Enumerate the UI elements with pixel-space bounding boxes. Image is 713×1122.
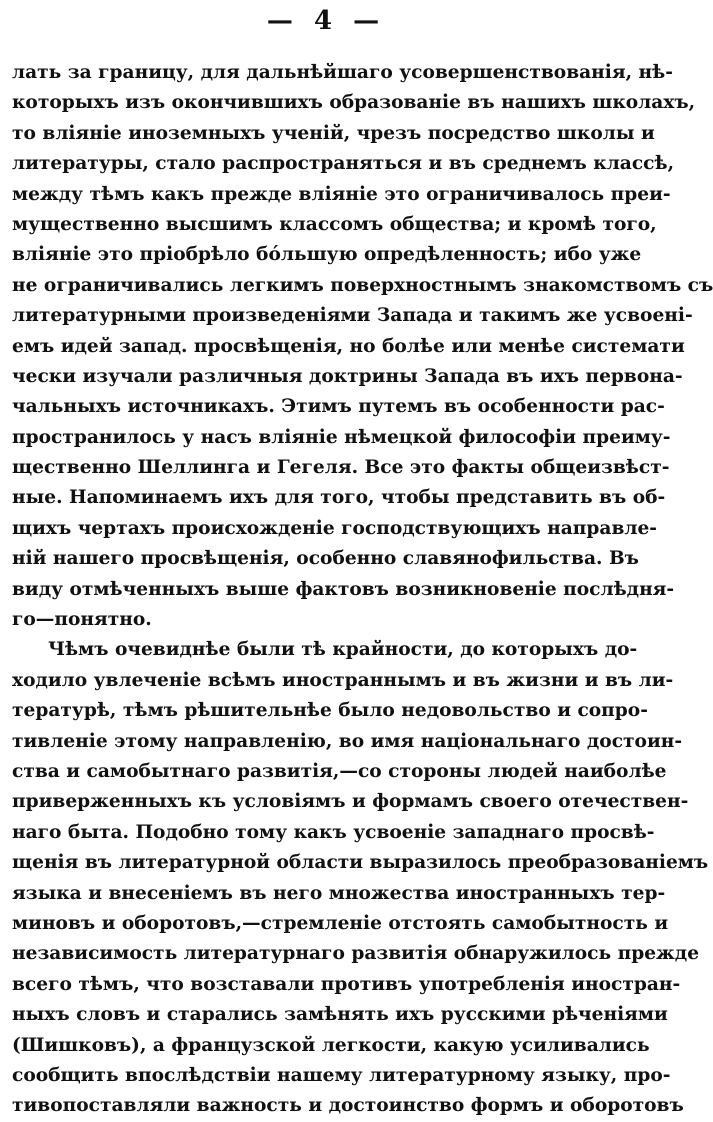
text-line: ній нашего просвѣщенія, особенно славянофильства. Въ [12, 548, 639, 570]
text-line-paragraph-start: Чѣмъ очевиднѣе были тѣ крайности, до которыхъ до- [48, 639, 638, 661]
text-line: всего тѣмъ, что возставали противъ употребленія иностран- [12, 973, 681, 995]
text-line: ныхъ словъ и старались замѣнять ихъ русскими рѣченіями [12, 1004, 668, 1026]
text-line: сообщить впослѣдствіи нашему литературному языку, про- [12, 1064, 671, 1086]
text-line: виду отмѣченныхъ выше фактовъ возникновеніе послѣдня- [12, 578, 675, 600]
page-number: — 4 — [266, 6, 386, 36]
text-line: тивленіе этому направленію, во имя національнаго достоин- [12, 730, 683, 752]
text-line: тивопоставляли важность и достоинство формъ и оборотовъ [12, 1095, 684, 1117]
text-line: литературными произведеніями Запада и такимъ же усвоені- [12, 305, 693, 327]
text-line: которыхъ изъ окончившихъ образованіе въ нашихъ школахъ, [12, 92, 696, 114]
text-line: (Шишковъ), а французской легкости, какую усиливались [12, 1034, 650, 1056]
text-line: независимость литературнаго развитія обнаружилось прежде [12, 943, 700, 965]
text-line: не ограничивались легкимъ поверхностнымъ знакомствомъ съ [12, 274, 713, 296]
text-line: миновъ и оборотовъ,—стремленіе отстоять самобытность и [12, 912, 669, 934]
text-line: щенія въ литературной области выразилось преобразованіемъ [12, 852, 709, 874]
text-line: вліяніе это пріобрѣло бо́льшую опредѣленность; ибо уже [12, 244, 642, 266]
text-line: наго быта. Подобно тому какъ усвоеніе западнаго просвѣ- [12, 821, 655, 843]
text-line: мущественно высшимъ классомъ общества; и кромѣ того, [12, 213, 657, 235]
text-line: то вліяніе иноземныхъ ученій, чрезъ посредство школы и [12, 122, 655, 144]
text-line: щественно Шеллинга и Гегеля. Все это факты общеизвѣст- [12, 457, 670, 479]
text-line-paragraph-end: го—понятно. [12, 609, 152, 631]
text-line: емъ идей запад. просвѣщенія, но болѣе или менѣе системати [12, 335, 685, 357]
text-line: пространилось у насъ вліяніе нѣмецкой философіи преиму- [12, 426, 671, 448]
text-line: ходило увлеченіе всѣмъ иностраннымъ и въ жизни и въ ли- [12, 669, 674, 691]
text-line: чески изучали различныя доктрины Запада въ ихъ первона- [12, 365, 683, 387]
text-line: лать за границу, для дальнѣйшаго усовершенствованія, нѣ- [12, 62, 673, 83]
text-line: чальныхъ источникахъ. Этимъ путемъ въ особенности рас- [12, 396, 665, 418]
text-line: языка и внесеніемъ въ него множества иностранныхъ тер- [12, 882, 666, 904]
text-line: щихъ чертахъ происхожденіе господствующихъ направле- [12, 517, 658, 539]
text-line: между тѣмъ какъ прежде вліяніе это ограничивалось преи- [12, 183, 671, 205]
text-line: тературѣ, тѣмъ рѣшительнѣе было недовольство и сопро- [12, 700, 648, 722]
text-line: ства и самобытнаго развитія,—со стороны людей наиболѣе [12, 760, 667, 782]
text-line: литературы, стало распространяться и въ среднемъ классѣ, [12, 153, 675, 175]
text-line: приверженныхъ къ условіямъ и формамъ своего отечествен- [12, 791, 689, 813]
page-text [12, 58, 713, 1122]
text-line: ные. Напоминаемъ ихъ для того, чтобы представить въ об- [12, 487, 666, 509]
